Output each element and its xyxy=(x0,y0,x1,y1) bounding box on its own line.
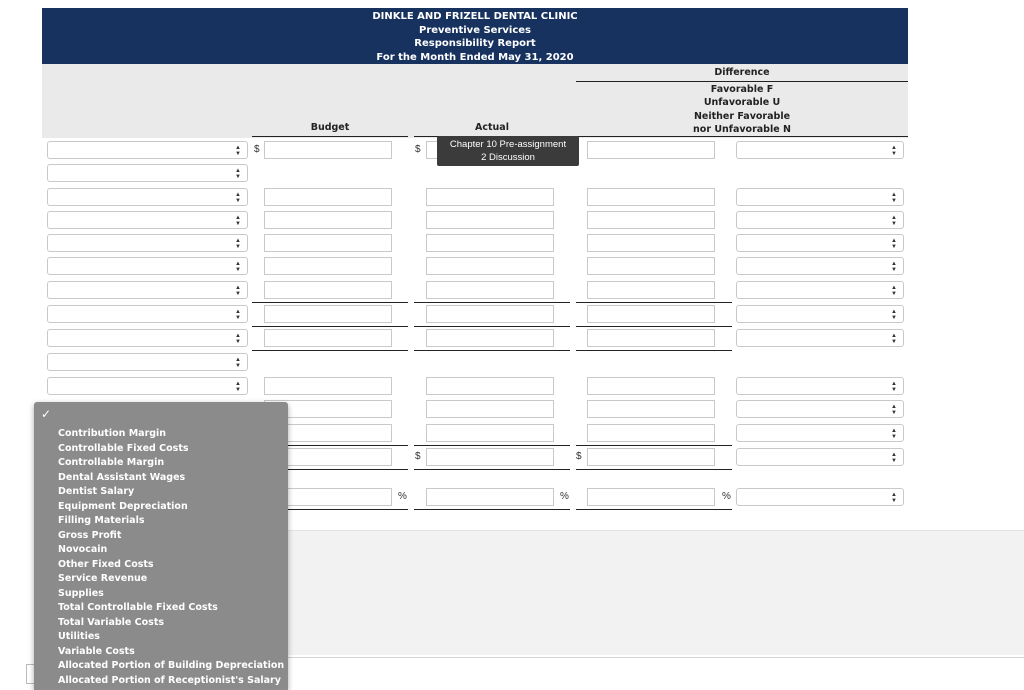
budget-input[interactable] xyxy=(264,141,392,159)
dropdown-option[interactable]: Filling Materials xyxy=(58,515,145,526)
report-header xyxy=(42,8,908,64)
actual-input[interactable] xyxy=(426,211,554,229)
budget-input[interactable] xyxy=(264,234,392,252)
dropdown-option[interactable]: Dentist Salary xyxy=(58,486,135,497)
select-arrows-icon: ▲ ▼ xyxy=(891,333,897,345)
favorable-select[interactable] xyxy=(736,377,904,395)
dropdown-option[interactable]: Service Revenue xyxy=(58,573,148,584)
actual-input[interactable] xyxy=(426,377,554,395)
dropdown-option[interactable]: Variable Costs xyxy=(58,645,135,657)
company-name: DINKLE AND FRIZELL DENTAL CLINIC xyxy=(372,11,578,22)
select-arrows-icon: ▲ ▼ xyxy=(891,192,897,204)
double-rule xyxy=(576,469,732,470)
difference-legend-unfavorable: Unfavorable U xyxy=(703,97,781,109)
line-item-select[interactable] xyxy=(47,329,248,347)
dropdown-option[interactable]: Total Variable Costs xyxy=(58,616,165,628)
favorable-select[interactable] xyxy=(736,448,904,466)
assignment-tooltip xyxy=(437,136,579,166)
select-arrows-icon: ▲ ▼ xyxy=(235,145,241,157)
favorable-select[interactable] xyxy=(736,424,904,442)
select-arrows-icon: ▲ ▼ xyxy=(891,309,897,321)
favorable-select[interactable] xyxy=(736,188,904,206)
line-item-select[interactable] xyxy=(47,164,248,182)
actual-column-label: Actual xyxy=(475,122,509,133)
difference-input[interactable] xyxy=(587,281,715,299)
dropdown-option[interactable]: Equipment Depreciation xyxy=(58,500,188,512)
select-arrows-icon: ▲ ▼ xyxy=(891,238,897,250)
difference-input[interactable] xyxy=(587,141,715,159)
favorable-select[interactable] xyxy=(736,211,904,229)
double-rule xyxy=(414,469,570,470)
difference-header-rule xyxy=(576,136,908,137)
line-item-select[interactable] xyxy=(47,211,248,229)
report-name: Responsibility Report xyxy=(414,38,536,49)
select-arrows-icon: ▲ ▼ xyxy=(891,261,897,273)
dropdown-option[interactable]: Supplies xyxy=(58,587,104,599)
difference-input[interactable] xyxy=(587,188,715,206)
difference-header xyxy=(576,66,908,137)
difference-total-input[interactable] xyxy=(587,448,715,466)
percent-sign: % xyxy=(560,491,569,502)
select-arrows-icon: ▲ ▼ xyxy=(235,192,241,204)
subtotal-rule xyxy=(414,302,570,303)
total-rule xyxy=(576,350,732,351)
difference-percent-input[interactable] xyxy=(587,488,715,506)
favorable-select[interactable] xyxy=(736,329,904,347)
difference-input[interactable] xyxy=(587,234,715,252)
actual-input[interactable] xyxy=(426,257,554,275)
dropdown-option[interactable]: Contribution Margin xyxy=(58,428,167,439)
actual-input[interactable] xyxy=(426,234,554,252)
favorable-select[interactable] xyxy=(736,257,904,275)
dropdown-option[interactable]: Other Fixed Costs xyxy=(58,558,154,570)
select-arrows-icon: ▲ ▼ xyxy=(891,285,897,297)
favorable-select[interactable] xyxy=(736,281,904,299)
dropdown-option[interactable]: Allocated Portion of Building Depreciation xyxy=(58,660,285,671)
line-item-dropdown-menu[interactable] xyxy=(34,402,288,690)
select-arrows-icon: ▲ ▼ xyxy=(891,492,897,504)
subtotal-rule xyxy=(576,326,732,327)
tooltip-line-2: 2 Discussion xyxy=(481,152,535,163)
dropdown-option[interactable]: Gross Profit xyxy=(58,529,122,541)
actual-input[interactable] xyxy=(426,329,554,347)
select-arrows-icon: ▲ ▼ xyxy=(235,309,241,321)
select-arrows-icon: ▲ ▼ xyxy=(235,357,241,369)
percent-sign: % xyxy=(722,491,731,502)
department-name: Preventive Services xyxy=(419,24,531,36)
difference-legend-favorable: Favorable F xyxy=(710,83,774,95)
bottom-divider xyxy=(288,657,1024,658)
select-arrows-icon: ▲ ▼ xyxy=(235,168,241,180)
select-arrows-icon: ▲ ▼ xyxy=(235,238,241,250)
subtotal-rule xyxy=(576,445,732,446)
budget-input[interactable] xyxy=(264,377,392,395)
budget-input[interactable] xyxy=(264,188,392,206)
line-item-select[interactable] xyxy=(47,353,248,371)
percent-sign: % xyxy=(398,491,407,502)
select-arrows-icon: ▲ ▼ xyxy=(891,404,897,416)
difference-input[interactable] xyxy=(587,424,715,442)
actual-total-input[interactable] xyxy=(426,448,554,466)
percent-rule xyxy=(414,509,570,510)
favorable-select[interactable] xyxy=(736,400,904,418)
line-item-select[interactable] xyxy=(47,377,248,395)
select-arrows-icon: ▲ ▼ xyxy=(891,215,897,227)
difference-legend-neither-2: nor Unfavorable N xyxy=(693,124,791,136)
subtotal-rule xyxy=(414,326,570,327)
dropdown-option[interactable]: Utilities xyxy=(58,631,100,642)
difference-input[interactable] xyxy=(587,257,715,275)
report-period: For the Month Ended May 31, 2020 xyxy=(376,51,574,63)
difference-input[interactable] xyxy=(587,377,715,395)
favorable-select[interactable] xyxy=(736,141,904,159)
actual-input[interactable] xyxy=(426,281,554,299)
actual-input[interactable] xyxy=(426,424,554,442)
dollar-sign: $ xyxy=(576,451,582,462)
line-item-select[interactable] xyxy=(47,305,248,323)
percent-rule xyxy=(576,509,732,510)
dollar-sign: $ xyxy=(415,451,421,462)
total-rule xyxy=(414,350,570,351)
difference-input[interactable] xyxy=(587,400,715,418)
select-arrows-icon: ▲ ▼ xyxy=(235,215,241,227)
budget-input[interactable] xyxy=(264,305,392,323)
dropdown-option[interactable]: Controllable Fixed Costs xyxy=(58,442,189,454)
favorable-select[interactable] xyxy=(736,488,904,506)
favorable-select[interactable] xyxy=(736,305,904,323)
select-arrows-icon: ▲ ▼ xyxy=(891,145,897,157)
line-item-select[interactable] xyxy=(47,141,248,159)
subtotal-rule xyxy=(252,302,408,303)
budget-header-rule xyxy=(252,136,408,137)
budget-input[interactable] xyxy=(264,329,392,347)
subtotal-rule xyxy=(252,326,408,327)
actual-input[interactable] xyxy=(426,400,554,418)
select-arrows-icon: ▲ ▼ xyxy=(891,452,897,464)
difference-input[interactable] xyxy=(587,305,715,323)
line-item-select[interactable] xyxy=(47,257,248,275)
subtotal-rule xyxy=(576,302,732,303)
tooltip-line-1: Chapter 10 Pre-assignment xyxy=(449,139,567,150)
difference-legend-neither: Neither Favorable xyxy=(693,110,791,122)
favorable-select[interactable] xyxy=(736,234,904,252)
select-arrows-icon: ▲ ▼ xyxy=(235,261,241,273)
budget-column-label: Budget xyxy=(310,122,350,133)
select-arrows-icon: ▲ ▼ xyxy=(891,428,897,440)
select-arrows-icon: ▲ ▼ xyxy=(235,285,241,297)
dollar-sign: $ xyxy=(415,144,421,155)
dropdown-option[interactable]: Allocated Portion of Receptionist's Salary xyxy=(58,674,281,686)
dropdown-option[interactable]: Controllable Margin xyxy=(58,457,165,468)
actual-input[interactable] xyxy=(426,188,554,206)
difference-title: Difference xyxy=(576,66,908,82)
dropdown-option[interactable]: Dental Assistant Wages xyxy=(58,471,186,483)
select-arrows-icon: ▲ ▼ xyxy=(235,381,241,393)
budget-input[interactable] xyxy=(264,257,392,275)
total-rule xyxy=(252,350,408,351)
line-item-select[interactable] xyxy=(47,281,248,299)
checkmark-icon: ✓ xyxy=(41,407,52,421)
actual-input[interactable] xyxy=(426,305,554,323)
difference-input[interactable] xyxy=(587,329,715,347)
select-arrows-icon: ▲ ▼ xyxy=(235,333,241,345)
dollar-sign: $ xyxy=(254,144,260,155)
line-item-select[interactable] xyxy=(47,234,248,252)
subtotal-rule xyxy=(414,445,570,446)
select-arrows-icon: ▲ ▼ xyxy=(891,381,897,393)
budget-input[interactable] xyxy=(264,281,392,299)
actual-percent-input[interactable] xyxy=(426,488,554,506)
difference-input[interactable] xyxy=(587,211,715,229)
dropdown-option[interactable]: Novocain xyxy=(58,544,108,555)
dropdown-option[interactable]: Total Controllable Fixed Costs xyxy=(58,602,218,613)
bottom-panel xyxy=(288,530,1024,655)
line-item-select[interactable] xyxy=(47,188,248,206)
budget-input[interactable] xyxy=(264,211,392,229)
